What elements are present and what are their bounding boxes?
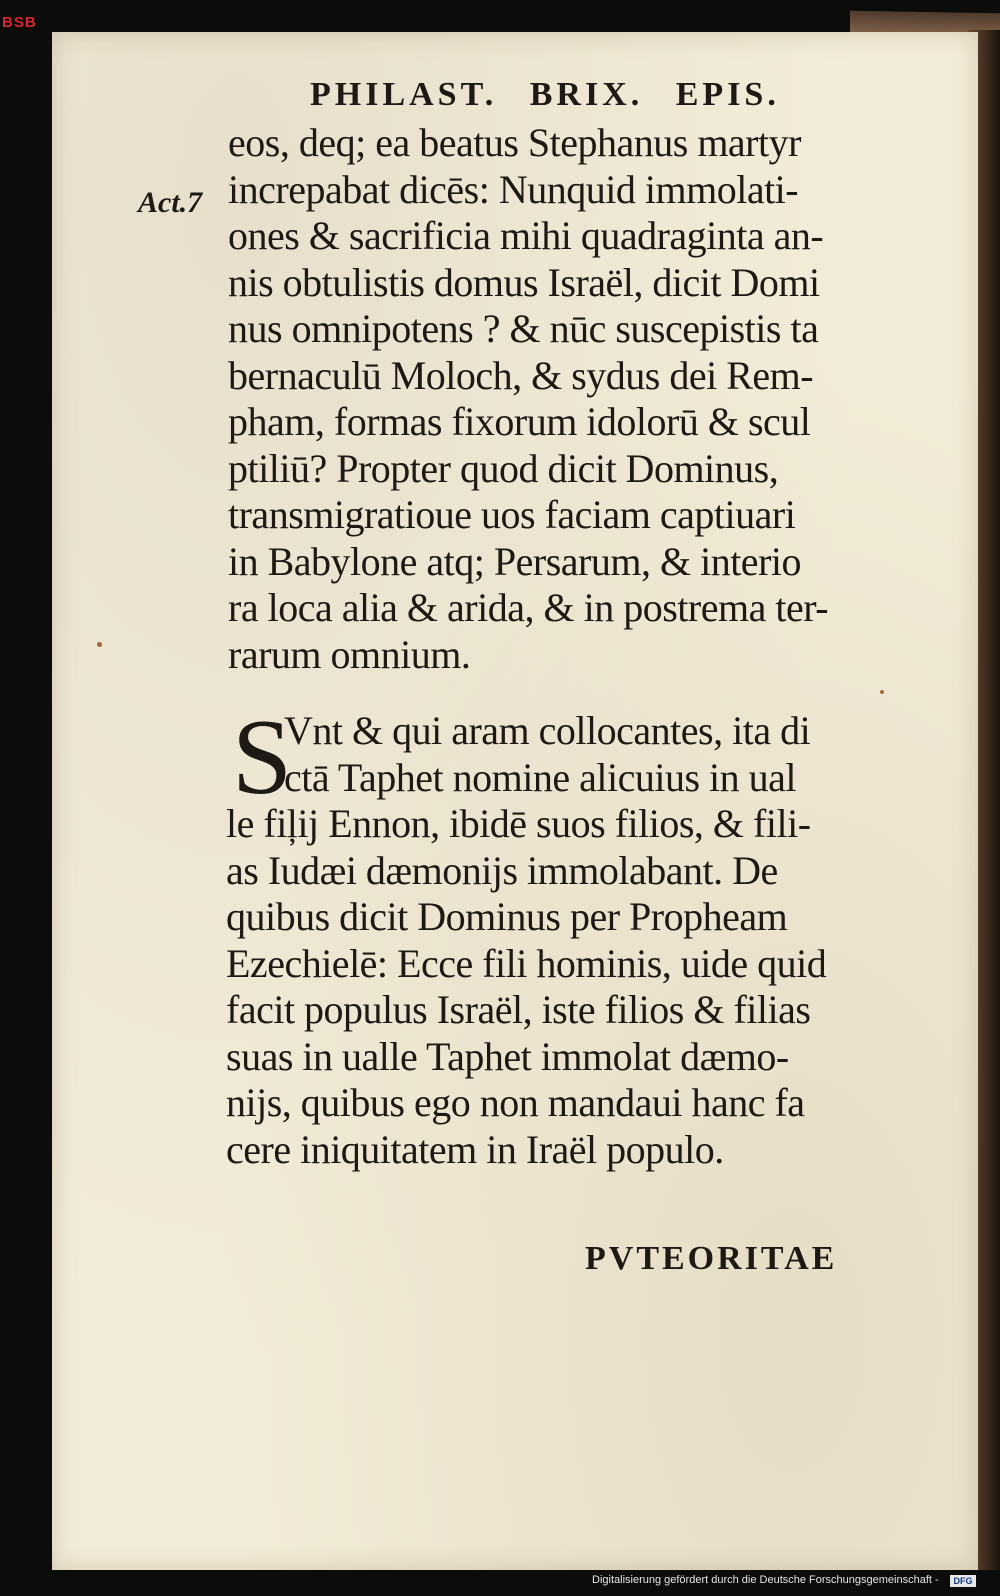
digitization-credit: Digitalisierung gefördert durch die Deutsche Forschungsgemeinschaft - xyxy=(592,1574,939,1586)
text-line: ctā Taphet nomine alicuius in ual xyxy=(284,754,797,800)
text-line: cere iniquitatem in Iraël populo. xyxy=(226,1126,724,1172)
text-line: bernaculū Moloch, & sydus dei Rem- xyxy=(228,352,814,398)
drop-capital: S xyxy=(232,698,293,817)
text-line: le fiļij Ennon, ibidē suos filios, & fili- xyxy=(226,801,811,846)
text-line: suas in ualle Taphet immolat dæmo- xyxy=(226,1033,789,1079)
paper-stain xyxy=(97,642,102,647)
paragraph-2 xyxy=(226,698,926,1173)
paragraph-1 xyxy=(228,120,928,678)
text-line: quibus dicit Dominus per Propheam xyxy=(226,894,788,939)
text-line: as Iudæi dæmonijs immolabant. De xyxy=(226,847,778,893)
dfg-logo: DFG xyxy=(950,1575,976,1587)
text-line: nus omnipotens ? & nūc suscepistis ta xyxy=(228,306,819,351)
text-line: ptiliū? Propter quod dicit Dominus, xyxy=(228,445,779,491)
paper-stain xyxy=(880,690,884,694)
text-line: increpabat dicēs: Nunquid immolati- xyxy=(228,166,799,212)
text-line: facit populus Israël, iste filios & filias xyxy=(226,987,811,1032)
text-line: rarum omnium. xyxy=(228,631,471,677)
text-line: nijs, quibus ego non mandaui hanc fa xyxy=(226,1080,805,1125)
text-line: ra loca alia & arida, & in postrema ter- xyxy=(228,585,829,630)
text-line: nis obtulistis domus Israël, dicit Domi xyxy=(228,259,820,305)
marginal-note: Act.7 xyxy=(138,186,203,219)
text-line: transmigratioue uos faciam captiuari xyxy=(228,492,796,537)
text-line: eos, deq; ea beatus Stephanus martyr xyxy=(228,120,801,165)
text-line: Ezechielē: Ecce fili hominis, uide quid xyxy=(226,940,827,986)
text-line: pham, formas fixorum idolorū & scul xyxy=(228,399,811,444)
text-line: in Babylone atq; Persarum, & interio xyxy=(228,538,801,584)
text-line: Vnt & qui aram collocantes, ita di xyxy=(284,708,811,753)
bsb-logo: BSB xyxy=(2,14,37,31)
running-head: PHILAST. BRIX. EPIS. xyxy=(310,76,780,113)
catchword: PVTEORITAE xyxy=(585,1240,838,1277)
text-line: ones & sacrificia mihi quadraginta an- xyxy=(228,213,824,258)
